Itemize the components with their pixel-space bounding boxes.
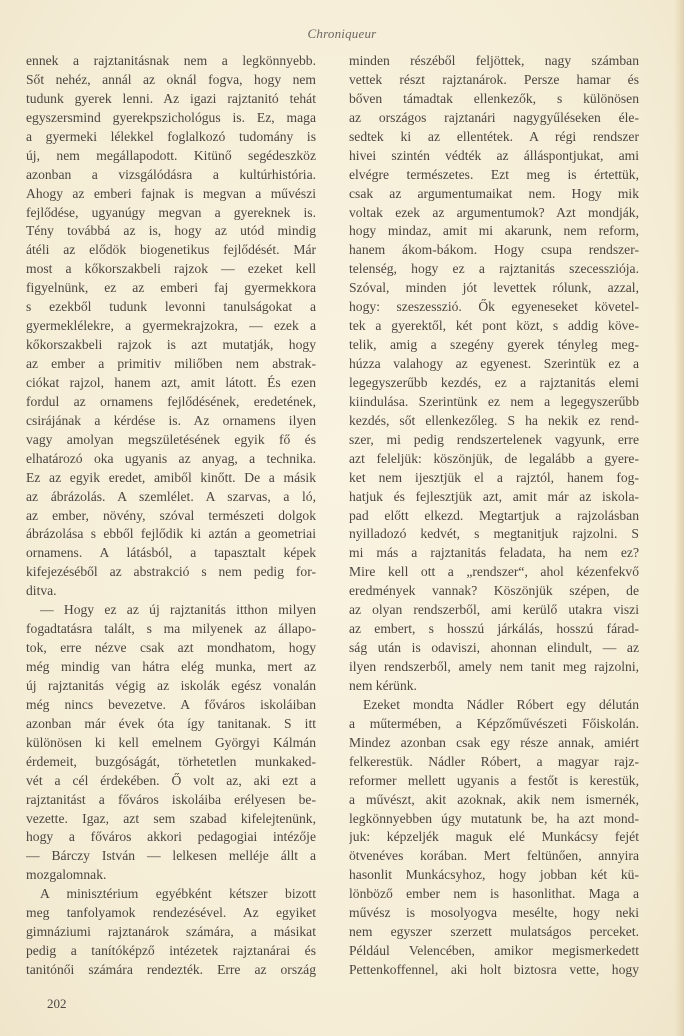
text-line: azt feleljük: köszönjük, de legalább a gyere- (349, 450, 639, 466)
text-line: azonban a vizsgálódásra a kultúrhistória. (26, 166, 316, 182)
text-line: azonban már évek óta így tanitanak. S itt (26, 715, 316, 731)
text-line: most a kőkorszakbeli rajzok — ezeket kell (26, 261, 316, 277)
text-line: s ezekből tudunk levonni tanulságokat a (26, 299, 316, 315)
text-line: nem kérünk. (349, 677, 417, 693)
text-line: átéli az elődök biogenetikus fejlődését. Már (26, 242, 316, 258)
text-line: kifejezéséből az abstrakció s nem pedig for- (26, 564, 316, 580)
text-line: — Hogy ez az új rajztanitás itthon milyen (40, 602, 316, 618)
text-line: különösen ki kell emelnem Györgyi Kálmán (26, 734, 316, 750)
text-line: Ezeket mondta Nádler Róbert egy délután (363, 696, 639, 712)
text-line: az ember, növény, szóval természeti dolgok (26, 507, 316, 523)
text-line: tek a gyerektől, két pont közt, s addig köve- (349, 318, 639, 334)
text-line: csirájának a kérdése is. Az ornamens ilyen (26, 412, 316, 428)
text-line: fordul az ornamens fejlődésének, eredetének, (26, 393, 316, 409)
text-line: gyermeklélekre, a gyermekrajzokra, — ezek a (26, 318, 316, 334)
text-line: ciókat rajzol, hanem azt, amit látott. És ezen (26, 374, 316, 390)
text-line: — Bárczy István — lelkesen melléje állt a (26, 848, 316, 864)
text-line: hanem ákom-bákom. Hogy csupa rendszer- (349, 242, 639, 258)
text-line: mi más a rajztanitás feladata, ha nem ez? (349, 545, 639, 561)
text-line: A minisztérium egyébként kétszer bizott (40, 886, 316, 902)
text-line: elvégre természetes. Ezt meg is értettük, (349, 166, 639, 182)
text-line: szer, mi pedig rendszertelenek vagyunk, erre (349, 431, 639, 447)
text-line: új, nem megállapodott. Kitünő segédeszköz (26, 147, 316, 163)
text-line: még mindig van hátra elég munka, mert az (26, 659, 316, 674)
text-line: ket nem ijesztjük el a rajztól, hanem fog- (349, 469, 639, 485)
text-line: új rajztanitás végig az iskolák egész vonalán (26, 677, 316, 693)
text-line: hatjuk és fejlesztjük azt, amit már az iskola- (349, 488, 639, 504)
text-line: elhatározó oka ugyanis az anyag, a technika. (26, 450, 316, 466)
text-line: ditva. (26, 583, 57, 599)
text-line: rajztanitást a főváros iskoláiba erélyesen be- (26, 791, 316, 807)
text-line: tok, erre nézve csak azt mondhatom, hogy (26, 640, 316, 656)
text-line: a gyermeki lélekkel foglalkozó tudomány is (26, 128, 316, 144)
text-line: a művészt, akit azoknak, akik nem ismernék, (349, 791, 639, 807)
text-line: tudunk gyerek lenni. Az igazi rajztanitó tehát (26, 90, 316, 106)
text-line: ság után is odaviszi, ahonnan elindult, — az (349, 640, 639, 656)
text-line: vagy amolyan megszületésének egyik fő és (26, 431, 316, 447)
text-line: ornamens. A látásból, a tapasztalt képek (26, 545, 316, 561)
text-line: sedtek ki az ellentétek. A régi rendszer (349, 128, 639, 144)
text-line: az embert, s hosszú járkálás, hosszú fárad- (349, 621, 639, 637)
running-head: Chroniqueur (307, 26, 377, 41)
text-line: Ahogy az emberi fajnak is megvan a művészi (26, 185, 316, 201)
text-line: pad előtt elkezd. Megtartjuk a rajzolásban (349, 507, 639, 523)
text-line: az olyan rendszerből, ami kerülő utakra viszi (349, 602, 639, 618)
text-line: tanitónői számára rendezték. Erre az ország (26, 962, 316, 977)
text-line: Tény továbbá az is, hogy az utód mindig (26, 223, 316, 239)
text-line: mozgalomnak. (26, 867, 107, 883)
text-line: Sőt nehéz, annál az oknál fogva, hogy nem (26, 71, 316, 87)
text-line: vettek részt rajztanárok. Persze hamar és (349, 71, 639, 87)
text-line: nyilladozó kedvét, s megtanitjuk rajzolni. S (349, 526, 639, 542)
text-line: hogy: szeszesszió. Ők egyeneseket követel- (349, 299, 639, 315)
text-line: fejlődése, ugyanúgy megvan a gyereknek is. (26, 204, 316, 220)
text-line: művész is mosolyogva mesélte, hogy neki (349, 905, 639, 921)
text-line: legegyszerűbb kezdés, ez a rajztanitás elemi (349, 374, 639, 390)
text-line: felkerestük. Nádler Róbert, a magyar rajz- (349, 753, 639, 769)
text-line: reformer mellett ugyanis a festőt is kerestük, (349, 772, 639, 788)
text-line: kiindulása. Szerintünk ez nem a legegyszerűbb (349, 393, 639, 409)
text-line: Ez az egyik eredet, amiből kinőtt. De a másik (26, 469, 316, 485)
text-line: eredmények vannak? Köszönjük szépen, de (349, 583, 639, 599)
text-line: hogy mindaz, amit mi akarunk, nem reform, (349, 223, 639, 239)
text-line: hasonlit Munkácsyhoz, hogy jobban két kü- (349, 867, 639, 883)
text-line: meg tanfolyamok rendezésével. Az egyiket (26, 905, 316, 921)
text-line: ötvenéves korában. Mert feltünően, annyira (349, 848, 639, 864)
text-line: az országos rajztanári nagygyűléseken éle- (349, 109, 639, 125)
text-line: fogadtatásra talált, s ma milyenek az állapo- (26, 621, 316, 637)
text-line: vét a cél érdekében. Ő volt az, aki ezt a (26, 772, 316, 788)
text-line: Mindez azonban csak egy része annak, amiért (349, 734, 639, 750)
text-line: ilyen rendszerből, amely nem tanit meg rajzolni, (349, 659, 639, 674)
text-line: Például Velencében, amikor megismerkedett (349, 943, 639, 959)
left-column (26, 52, 316, 980)
text-line: lönböző ember nem is hasonlithat. Maga a (349, 886, 639, 902)
text-line: hogy a főváros akkori pedagogiai intézője (26, 829, 316, 845)
right-column (349, 52, 639, 980)
text-line: csak az argumentumaikat nem. Hogy mik (349, 185, 639, 201)
text-line: ennek a rajztanitásnak nem a legkönnyebb. (26, 53, 316, 68)
text-line: voltak ezek az argumentumok? Azt mondják, (349, 204, 639, 220)
text-line: pedig a tanítóképző intézetek rajztanárai és (26, 943, 316, 959)
text-line: minden részéből feljöttek, nagy számban (349, 53, 639, 68)
text-line: figyelnünk, ez az emberi faj gyermekkora (26, 280, 316, 296)
text-line: az ábrázolás. A szemlélet. A szarvas, a ló, (26, 488, 316, 504)
text-line: juk: képzeljék maguk elé Munkácsy fejét (349, 829, 639, 845)
page-edge (674, 0, 684, 1036)
text-line: bőven támadtak ellenkezők, s különösen (349, 90, 639, 106)
text-line: Mire kell ott a „rendszer“, ahol kézenfekvő (349, 564, 639, 580)
text-line: telik, amig a szegény gyerek tényleg meg- (349, 337, 639, 353)
text-line: Pettenkoffennel, aki holt biztosra vette, hogy (349, 962, 639, 977)
text-line: még nincs bevezetve. A főváros iskoláiban (26, 696, 316, 712)
text-line: kőkorszakbeli rajzok is azt mutatják, hogy (26, 337, 316, 353)
text-line: hivei szintén védték az álláspontjukat, ami (349, 147, 639, 163)
text-line: húzza valahogy az egyenest. Szerintük ez a (349, 356, 639, 371)
text-line: az ember a primitiv miliőben nem abstrak- (26, 356, 316, 371)
text-line: telenség, hogy ez a rajztanitás szecessziója. (349, 261, 639, 277)
text-line: kezdés, sőt ellenkezőleg. S ha nekik ez rend- (349, 412, 639, 428)
text-line: nem egyszer szerzett mulatságos perceket. (349, 924, 639, 940)
text-line: ábrázolása s ebből fejlődik ki aztán a geometriai (26, 526, 316, 542)
text-line: egyszersmind gyerekpszichológus is. Ez, maga (26, 109, 316, 125)
text-line: Szóval, minden jót levettek rólunk, azzal, (349, 280, 639, 296)
text-line: vezette. Igaz, azt sem szabad kifelejtenünk, (26, 810, 316, 826)
text-line: a műtermében, a Képzőművészeti Főiskolán. (349, 715, 639, 731)
text-line: legkönnyebben úgy mutatunk be, ha azt mond- (349, 810, 639, 826)
page-number: 202 (47, 996, 67, 1011)
text-line: gimnáziumi rajztanárok számára, a másikat (26, 924, 316, 940)
text-line: érdemeit, buzgóságát, törhetetlen munkaked- (26, 753, 316, 769)
